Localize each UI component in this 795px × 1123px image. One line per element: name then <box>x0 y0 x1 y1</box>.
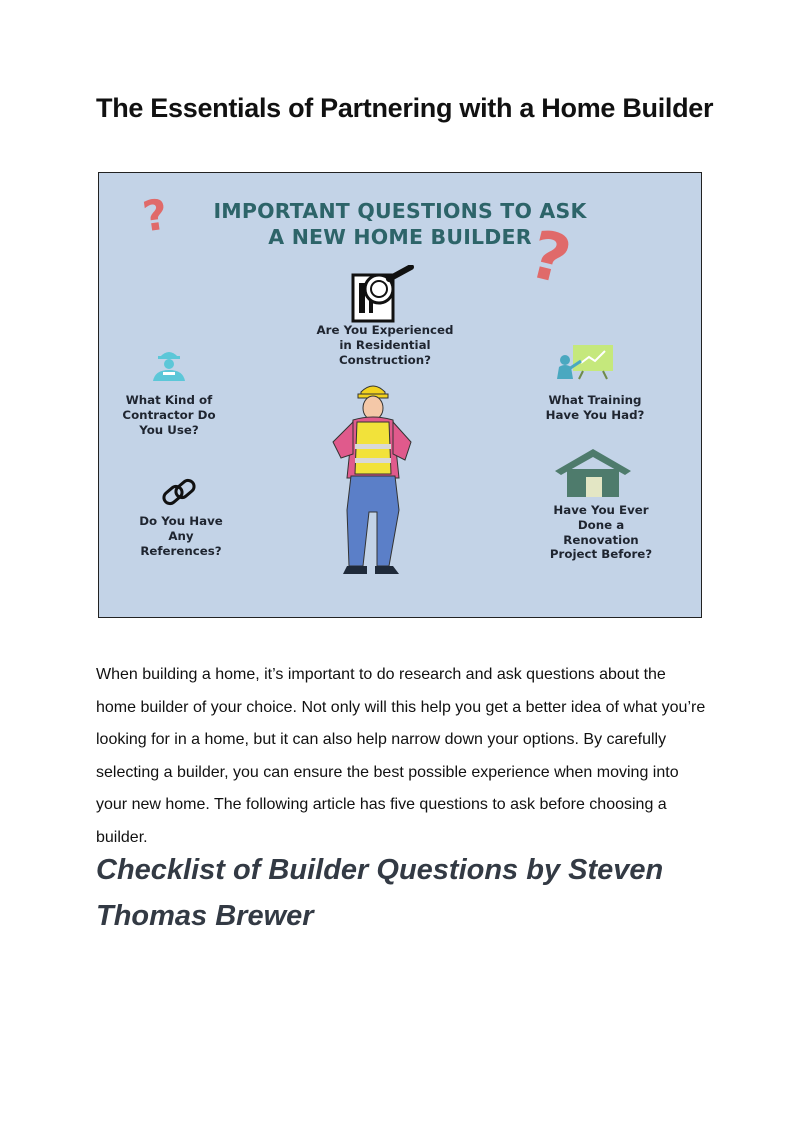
trainer-icon <box>555 343 615 381</box>
house-icon <box>553 447 633 499</box>
section-heading: Checklist of Builder Questions by Steven Thomas Brewer <box>96 854 664 932</box>
question-experienced: Are You Experienced in Residential Construction? <box>316 323 454 367</box>
question-renovation: Have You Ever Done a Renovation Project Before? <box>549 503 653 562</box>
intro-paragraph: When building a home, it’s important to do research and ask questions about the home builder of your choice. Not only will this help you get a better idea of what you’re looking for in a home, but it can also help narrow down your options. By carefully selecting a builder, you can ensure the best possible experience when moving into your new home. The following article has five questions to ask before choosing a builder. <box>96 666 706 846</box>
worker-icon <box>149 345 189 383</box>
link-icon <box>159 475 199 511</box>
blueprint-magnifier-icon <box>347 265 417 325</box>
builder-figure <box>323 380 423 576</box>
question-mark-icon: ? <box>522 215 579 300</box>
question-references: Do You Have Any References? <box>139 514 223 558</box>
infographic-title: IMPORTANT QUESTIONS TO ASK A NEW HOME BUILDER <box>213 199 587 249</box>
infographic <box>98 172 702 618</box>
question-contractor: What Kind of Contractor Do You Use? <box>122 393 216 437</box>
page-title: The Essentials of Partnering with a Home Builder <box>96 93 714 123</box>
question-mark-icon: ? <box>139 189 171 242</box>
question-training: What Training Have You Had? <box>545 393 645 422</box>
